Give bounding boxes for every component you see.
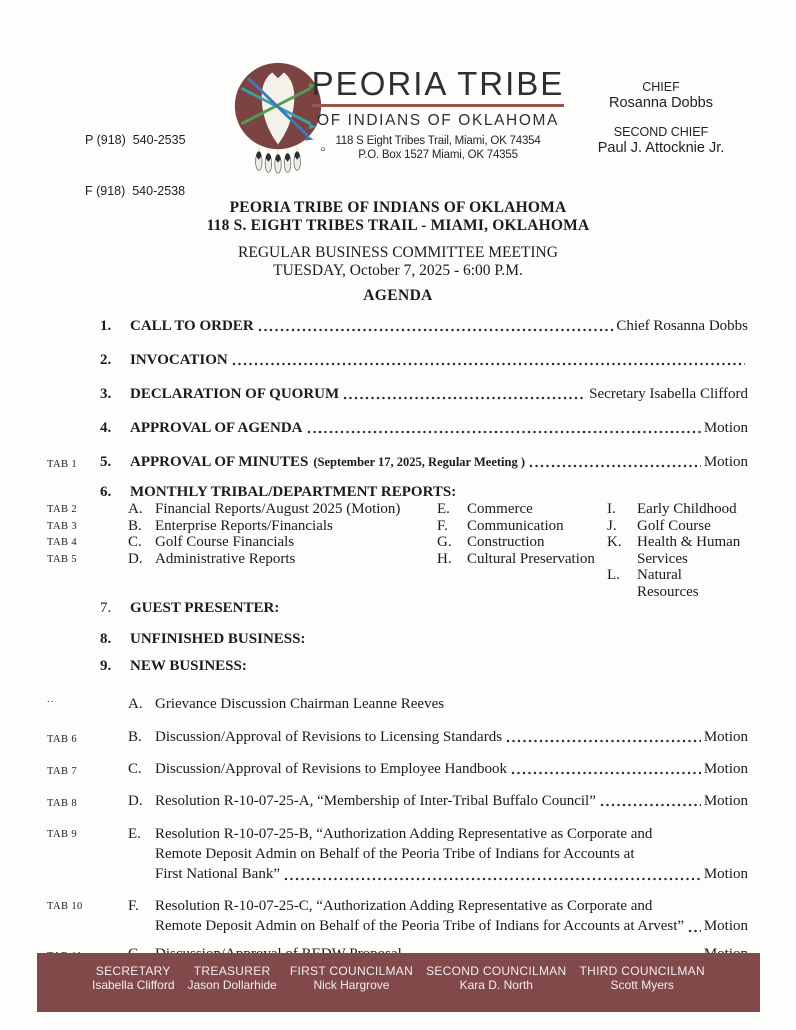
- report-row: [47, 501, 437, 518]
- agenda-heading: AGENDA: [363, 287, 433, 304]
- dotted-leader: [307, 420, 701, 437]
- item-title: UNFINISHED BUSINESS:: [130, 631, 306, 647]
- report-letter: A.: [128, 501, 143, 517]
- report-row: [437, 551, 607, 568]
- letterhead-wordmark: [310, 66, 566, 162]
- street-address: 118 S Eight Tribes Trail, Miami, OK 74354: [335, 135, 541, 147]
- item-number: 2.: [100, 352, 112, 368]
- org-name-line: PEORIA TRIBE OF INDIANS OF OKLAHOMA: [229, 199, 567, 216]
- tab-label: TAB 10: [47, 901, 83, 912]
- item-text-line-2: Remote Deposit Admin on Behalf of the Peoria Tribe of Indians for Accounts at Arvest”: [155, 918, 685, 934]
- department-reports-grid: [47, 501, 756, 600]
- report-text: Commerce: [467, 501, 533, 517]
- item-note: (September 17, 2025, Regular Meeting ): [313, 455, 526, 469]
- tab-label: TAB 3: [47, 520, 78, 532]
- item-text: Discussion/Approval of Revisions to Employee Handbook: [155, 761, 508, 777]
- item-action: Motion: [703, 761, 748, 777]
- po-box-address: P.O. Box 1527 Miami, OK 74355: [358, 149, 518, 161]
- wordmark-divider: [312, 104, 564, 107]
- org-address-line: 118 S. EIGHT TRIBES TRAIL - MIAMI, OKLAHOMA: [206, 216, 590, 234]
- item-action: Motion: [703, 454, 748, 470]
- agenda-item-8: [0, 631, 796, 648]
- new-business-item-a: [0, 696, 796, 713]
- item-letter: D.: [128, 793, 143, 809]
- item-title: CALL TO ORDER: [130, 318, 254, 334]
- report-letter: F.: [437, 517, 448, 534]
- item-title: DECLARATION OF QUORUM: [130, 386, 340, 402]
- report-text: Health & Human Services: [637, 534, 741, 567]
- item-assignee: Chief Rosanna Dobbs: [616, 318, 748, 334]
- tab-label: TAB 4: [47, 537, 78, 548]
- report-text: Administrative Reports: [155, 550, 296, 567]
- tab-label: TAB 2: [47, 504, 78, 515]
- meeting-type-line: REGULAR BUSINESS COMMITTEE MEETING: [238, 244, 558, 261]
- item-number: 1.: [100, 318, 112, 334]
- scan-artifact: ..: [47, 693, 55, 705]
- tab-label: TAB 9: [47, 829, 78, 840]
- report-text: Enterprise Reports/Financials: [155, 517, 333, 534]
- dotted-leader: [258, 318, 614, 335]
- phone-number: P (918) 540-2535: [85, 133, 186, 147]
- tribe-subname: OF INDIANS OF OKLAHOMA: [317, 112, 559, 129]
- agenda-item-4: [0, 420, 796, 437]
- item-assignee: Secretary Isabella Clifford: [589, 386, 748, 402]
- report-text: Financial Reports/August 2025 (Motion): [155, 501, 401, 517]
- report-row: [437, 518, 607, 535]
- tribe-name: PEORIA TRIBE: [311, 65, 565, 102]
- agenda-item-2: [0, 352, 796, 369]
- item-title: MONTHLY TRIBAL/DEPARTMENT REPORTS:: [130, 484, 457, 500]
- item-text-line-1: Resolution R-10-07-25-C, “Authorization Adding Representative as Corporate and: [155, 898, 653, 914]
- item-action: Motion: [703, 866, 748, 882]
- item-number: 6.: [100, 484, 112, 500]
- report-row: [437, 534, 607, 551]
- dotted-leader: [343, 386, 586, 403]
- item-number: 8.: [100, 631, 112, 647]
- report-row: [47, 534, 437, 551]
- report-row: [607, 518, 746, 535]
- official-name: Jason Dollarhide: [187, 978, 277, 992]
- dotted-leader: [529, 454, 701, 471]
- item-number: 9.: [100, 658, 112, 674]
- agenda-item-7: [0, 600, 796, 617]
- agenda-item-9: [0, 658, 796, 675]
- dotted-leader: [600, 793, 701, 810]
- official-name: Kara D. North: [459, 978, 533, 992]
- report-text: Cultural Preservation: [467, 550, 595, 567]
- official-title: SECOND COUNCILMAN: [426, 964, 567, 978]
- item-action: Motion: [703, 793, 748, 809]
- footer-official: [579, 964, 704, 993]
- item-number: 3.: [100, 386, 112, 402]
- agenda-item-1: [0, 318, 796, 335]
- footer-official: [92, 964, 175, 993]
- reports-column-2: [437, 501, 607, 600]
- footer-official: [187, 964, 276, 993]
- report-letter: I.: [607, 501, 616, 517]
- second-chief-title: SECOND CHIEF: [613, 125, 709, 139]
- report-text: Early Childhood: [637, 501, 737, 517]
- item-title: NEW BUSINESS:: [130, 658, 247, 674]
- report-row: [607, 567, 746, 600]
- agenda-item-3: [0, 386, 796, 403]
- tab-label: TAB 6: [47, 734, 78, 745]
- report-text: Natural Resources: [637, 567, 699, 600]
- report-row: [47, 517, 437, 535]
- meeting-date-line: TUESDAY, October 7, 2025 - 6:00 P.M.: [273, 261, 523, 279]
- report-letter: B.: [128, 517, 142, 534]
- item-number: 5.: [100, 454, 112, 470]
- dotted-leader: [688, 916, 701, 936]
- reports-column-3: [607, 501, 746, 600]
- report-text: Communication: [467, 517, 564, 534]
- dotted-leader: [511, 761, 701, 778]
- report-letter: K.: [607, 534, 622, 550]
- item-letter: C.: [128, 761, 142, 777]
- report-row: [607, 534, 746, 567]
- item-text-line-2: Remote Deposit Admin on Behalf of the Peoria Tribe of Indians for Accounts at: [155, 846, 635, 862]
- new-business-item-c: [0, 761, 796, 778]
- item-number: 7.: [100, 600, 112, 616]
- item-title: INVOCATION: [130, 352, 228, 368]
- tab-label: TAB 8: [47, 798, 78, 809]
- chief-name: Rosanna Dobbs: [609, 95, 713, 111]
- report-text: Construction: [467, 534, 545, 550]
- agenda-body: [0, 318, 796, 963]
- item-text-line-1: Resolution R-10-07-25-B, “Authorization Adding Representative as Corporate and: [155, 826, 653, 842]
- report-text: Golf Course Financials: [155, 534, 295, 550]
- item-letter: F.: [128, 898, 139, 914]
- item-title: APPROVAL OF AGENDA: [130, 420, 303, 436]
- dotted-leader: [232, 352, 745, 369]
- official-title: FIRST COUNCILMAN: [289, 964, 414, 978]
- report-letter: G.: [437, 534, 452, 550]
- official-title: SECRETARY: [95, 964, 171, 978]
- official-title: THIRD COUNCILMAN: [579, 964, 705, 978]
- item-letter: B.: [128, 729, 142, 745]
- item-action: Motion: [703, 918, 748, 934]
- footer-officials-bar: [37, 953, 760, 1012]
- item-text: Resolution R-10-07-25-A, “Membership of Inter-Tribal Buffalo Council”: [155, 793, 596, 809]
- item-action: Motion: [703, 729, 748, 745]
- second-chief-name: Paul J. Attocknie Jr.: [597, 140, 725, 156]
- dotted-leader: [284, 864, 701, 884]
- item-text: Discussion/Approval of Revisions to Licensing Standards: [155, 729, 503, 745]
- official-name: Nick Hargrove: [313, 978, 390, 992]
- item-letter: E.: [128, 826, 141, 842]
- tab-label: TAB 1: [47, 459, 78, 470]
- agenda-item-5: [0, 454, 796, 471]
- item-action: Motion: [703, 420, 748, 436]
- item-letter: A.: [128, 696, 143, 712]
- chief-title: CHIEF: [642, 80, 680, 94]
- document-title-block: [0, 199, 796, 305]
- official-name: Scott Myers: [610, 978, 674, 992]
- tab-label: TAB 5: [47, 553, 78, 565]
- fax-number: F (918) 540-2538: [85, 184, 186, 198]
- report-letter: L.: [607, 567, 620, 583]
- officials-block: [583, 80, 739, 170]
- tab-label: TAB 7: [47, 766, 78, 777]
- report-row: [47, 550, 437, 568]
- report-row: [437, 501, 607, 518]
- report-row: [607, 501, 746, 518]
- new-business-item-b: [0, 729, 796, 746]
- item-number: 4.: [100, 420, 112, 436]
- report-letter: J.: [607, 517, 617, 534]
- dotted-leader: [506, 729, 701, 746]
- official-title: TREASURER: [193, 964, 271, 978]
- new-business-item-e: [0, 824, 796, 884]
- official-name: Isabella Clifford: [92, 978, 175, 992]
- new-business-item-f: [0, 896, 796, 936]
- item-title: APPROVAL OF MINUTES: [130, 454, 309, 470]
- item-text: Grievance Discussion Chairman Leanne Reeves: [155, 696, 445, 712]
- item-text-line-3: First National Bank”: [155, 866, 280, 882]
- report-letter: H.: [437, 550, 452, 567]
- reports-column-1: [47, 501, 437, 600]
- agenda-item-6: [0, 484, 796, 501]
- footer-official: [426, 964, 566, 993]
- report-text: Golf Course: [637, 517, 711, 534]
- report-letter: D.: [128, 550, 143, 567]
- item-title: GUEST PRESENTER:: [130, 600, 280, 616]
- report-letter: C.: [128, 534, 142, 550]
- report-letter: E.: [437, 501, 450, 517]
- footer-official: [290, 964, 413, 993]
- new-business-item-d: [0, 793, 796, 810]
